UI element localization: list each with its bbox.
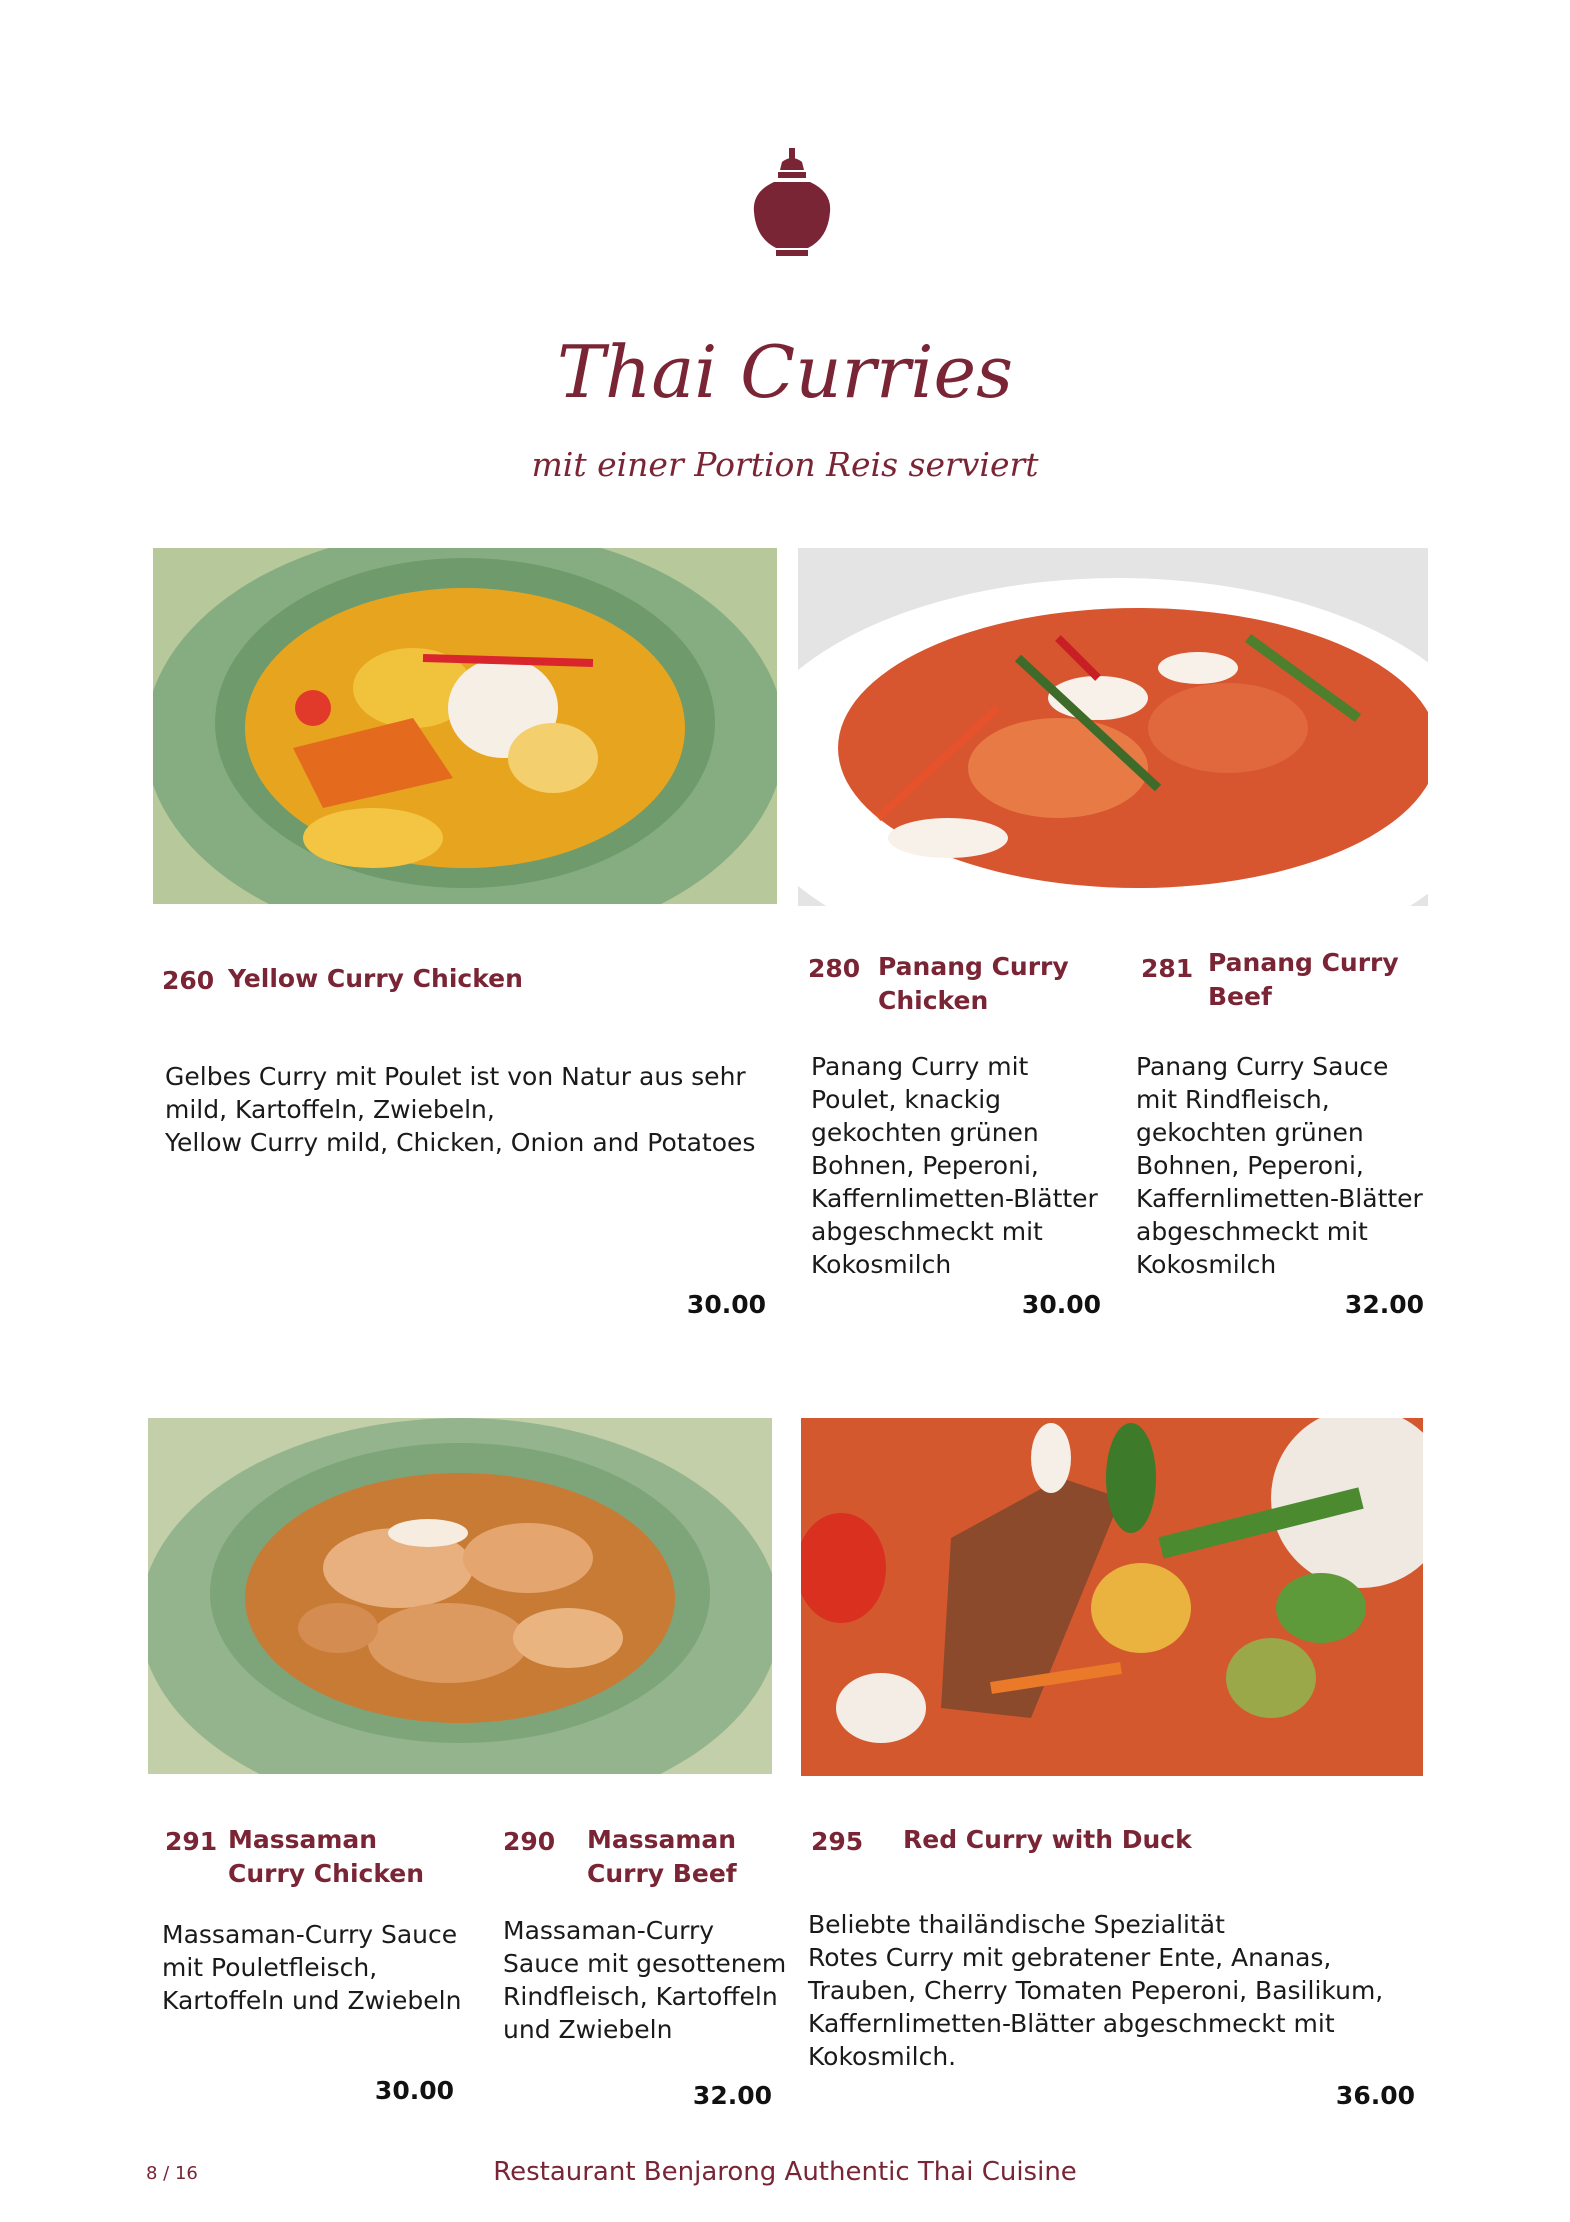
dish-name: Massaman Curry Beef bbox=[587, 1825, 737, 1888]
dish-description: Massaman-Curry Sauce mit gesottenem Rindfleisch, Kartoffeln und Zwiebeln bbox=[503, 1916, 787, 2044]
dish-description: Massaman-Curry Sauce mit Pouletfleisch, Kartoffeln und Zwiebeln bbox=[162, 1920, 462, 2015]
benjarong-urn-icon bbox=[752, 148, 832, 260]
dish-name: Red Curry with Duck bbox=[903, 1825, 1192, 1854]
item-number: 281 bbox=[1141, 954, 1194, 983]
yellow-curry-photo bbox=[153, 548, 777, 904]
dish-description: Panang Curry Sauce mit Rindfleisch, gekochten grünen Bohnen, Peperoni, Kaffernlimetten-Blätter abgeschmeckt mit Kokosmilch bbox=[1136, 1052, 1423, 1279]
dish-name: Massaman Curry Chicken bbox=[228, 1825, 425, 1888]
item-number: 295 bbox=[811, 1827, 864, 1856]
dish-name: Panang Curry Chicken bbox=[878, 952, 1069, 1015]
massaman-curry-photo bbox=[148, 1418, 772, 1774]
dish-description: Beliebte thailändische Spezialität Rotes Curry mit gebratener Ente, Ananas, Trauben, Cherry Tomaten Peperoni, Basilikum, Kaffernlimetten-Blätter abgeschmeckt mit Kokosmilch. bbox=[808, 1910, 1384, 2071]
dish-price: 36.00 bbox=[1335, 2081, 1415, 2110]
restaurant-footer: Restaurant Benjarong Authentic Thai Cuisine bbox=[493, 2157, 1077, 2187]
dish-price: 30.00 bbox=[374, 2076, 454, 2105]
dish-price: 30.00 bbox=[686, 1290, 766, 1319]
dish-price: 32.00 bbox=[1344, 1290, 1424, 1319]
dish-description: Panang Curry mit Poulet, knackig gekochten grünen Bohnen, Peperoni, Kaffernlimetten-Blätter abgeschmeckt mit Kokosmilch bbox=[811, 1052, 1098, 1279]
dish-description: Gelbes Curry mit Poulet ist von Natur aus sehr mild, Kartoffeln, Zwiebeln, Yellow Curry mild, Chicken, Onion and Potatoes bbox=[165, 1062, 756, 1157]
page-title: Thai Curries bbox=[556, 330, 1014, 414]
dish-name: Yellow Curry Chicken bbox=[228, 964, 523, 993]
item-number: 290 bbox=[503, 1827, 556, 1856]
panang-curry-photo bbox=[798, 548, 1428, 906]
page-number: 8 / 16 bbox=[146, 2163, 198, 2184]
dish-price: 32.00 bbox=[692, 2081, 772, 2110]
item-number: 260 bbox=[162, 966, 215, 995]
item-number: 280 bbox=[808, 954, 861, 983]
dish-name: Panang Curry Beef bbox=[1208, 948, 1399, 1011]
page-subtitle: mit einer Portion Reis serviert bbox=[531, 445, 1039, 484]
item-number: 291 bbox=[165, 1827, 218, 1856]
red-curry-duck-photo bbox=[801, 1418, 1423, 1776]
dish-price: 30.00 bbox=[1021, 1290, 1101, 1319]
